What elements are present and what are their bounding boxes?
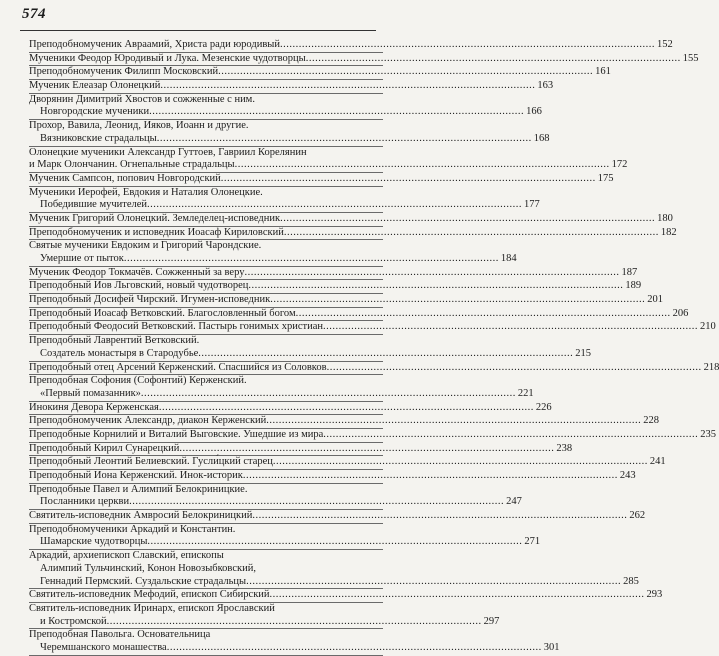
dot-leader: ........................................................................................................................ xyxy=(129,496,505,508)
toc-entry xyxy=(29,212,673,227)
table-of-contents xyxy=(29,39,719,656)
toc-entry xyxy=(29,39,673,53)
entry-title: Создатель монастыря в Стародубье xyxy=(40,347,199,359)
toc-entry xyxy=(29,52,699,67)
toc-entry xyxy=(29,93,542,120)
entry-title: Преподобный Лаврентий Ветковский. xyxy=(29,335,200,347)
toc-entry xyxy=(29,550,639,589)
entry-title: Преподобномученик Александр, диакон Керженский xyxy=(29,415,267,427)
entry-title: Преподобная Софония (Софонтий) Керженский. xyxy=(29,375,247,387)
entry-title: Преподобные Павел и Алимпий Белокриницкие. xyxy=(29,483,248,495)
dot-leader: ........................................................................................................................ xyxy=(280,212,656,224)
entry-title: Преподобный Кирил Сунарецкий xyxy=(29,442,180,454)
toc-line xyxy=(29,428,717,442)
dot-leader: ........................................................................................................................ xyxy=(270,294,646,306)
entry-page-number: 172 xyxy=(611,159,628,171)
toc-line xyxy=(29,321,716,334)
entry-page-number: 215 xyxy=(575,347,592,359)
entry-title: Аркадий, архиепископ Славский, епископы xyxy=(29,550,224,562)
toc-line xyxy=(29,172,614,186)
toc-entry xyxy=(29,146,628,173)
entry-title: Умершие от пыток xyxy=(40,253,124,264)
entry-page-number: 201 xyxy=(647,294,663,306)
dot-leader: ........................................................................................................................ xyxy=(147,199,523,211)
dot-leader: ........................................................................................................................ xyxy=(242,470,618,481)
toc-line xyxy=(29,401,552,415)
toc-line xyxy=(29,615,500,629)
dot-leader: ........................................................................................................................ xyxy=(244,266,620,278)
toc-line xyxy=(29,510,646,523)
entry-title: Преподобномученик Филипп Московский xyxy=(29,66,219,78)
entry-page-number: 177 xyxy=(524,199,540,211)
entry-page-number: 228 xyxy=(643,415,660,427)
toc-line xyxy=(29,361,719,375)
entry-title: Преподобный Иоасаф Ветковский. Благословленный богом xyxy=(29,307,296,319)
toc-line xyxy=(29,375,383,388)
entry-title: Шамарские чудотворцы xyxy=(40,536,148,548)
entry-title: Новгородские мученики xyxy=(40,106,150,118)
entry-title: Святитель-исповедник Мефодий, епископ Сибирский xyxy=(29,589,270,601)
toc-entry xyxy=(29,361,719,376)
toc-line xyxy=(29,52,699,66)
dot-leader: ........................................................................................................................ xyxy=(166,641,542,653)
dot-leader: ........................................................................................................................ xyxy=(266,415,642,427)
dot-leader: ........................................................................................................................ xyxy=(218,66,594,78)
dot-leader: ........................................................................................................................ xyxy=(106,615,482,627)
toc-line xyxy=(29,550,383,563)
dot-leader: ........................................................................................................................ xyxy=(198,347,574,359)
page-number: 574 xyxy=(22,6,46,22)
entry-title: Мученики Иерофей, Евдокия и Наталия Олонецкие. xyxy=(29,186,263,198)
toc-line xyxy=(29,456,666,469)
toc-entry xyxy=(29,442,573,457)
entry-page-number: 155 xyxy=(682,52,699,64)
entry-title: Олонецкие мученики Александр Гуттоев, Гавриил Корелянин xyxy=(29,146,307,158)
entry-page-number: 152 xyxy=(656,39,673,50)
entry-page-number: 221 xyxy=(517,387,534,399)
toc-line xyxy=(29,159,628,172)
toc-entry xyxy=(29,307,689,322)
toc-entry xyxy=(29,172,614,187)
entry-title: Преподобный Иов Льговский, новый чудотворец xyxy=(29,280,249,292)
entry-page-number: 163 xyxy=(537,80,554,92)
entry-page-number: 218 xyxy=(703,361,719,373)
toc-entry xyxy=(29,375,534,401)
toc-entry xyxy=(29,321,716,335)
toc-entry xyxy=(29,80,554,94)
toc-line xyxy=(29,132,550,146)
toc-line xyxy=(29,147,383,160)
entry-title: Преподобномученики Аркадий и Константин. xyxy=(29,523,236,535)
toc-entry xyxy=(29,401,552,416)
toc-line xyxy=(29,629,383,642)
toc-line xyxy=(29,347,592,361)
entry-title: Преподобная Павольга. Основательница xyxy=(29,629,211,641)
entry-page-number: 297 xyxy=(483,615,500,627)
dot-leader: ........................................................................................................................ xyxy=(220,172,596,184)
entry-title: Прохор, Вавила, Леонид, Ияков, Иоанн и другие. xyxy=(29,120,249,132)
entry-page-number: 285 xyxy=(623,575,639,587)
dot-leader: ........................................................................................................................ xyxy=(269,589,645,601)
toc-line xyxy=(29,266,638,280)
entry-title: Инокиня Девора Керженская xyxy=(29,401,159,413)
entry-page-number: 161 xyxy=(595,66,611,78)
entry-page-number: 168 xyxy=(533,132,550,144)
entry-page-number: 206 xyxy=(672,307,689,319)
toc-entry xyxy=(29,66,611,80)
header-rule xyxy=(20,30,376,31)
toc-line xyxy=(29,563,383,576)
entry-title: Святитель-исповедник Амвросий Белокриницкий xyxy=(29,510,253,522)
entry-page-number: 210 xyxy=(700,321,716,333)
toc-line xyxy=(29,120,383,133)
toc-entry xyxy=(29,226,677,241)
entry-title: Преподобный Досифей Чирский. Игумен-исповедник xyxy=(29,294,271,306)
toc-line xyxy=(29,280,642,293)
entry-page-number: 301 xyxy=(543,641,560,653)
entry-page-number: 182 xyxy=(660,226,677,238)
toc-entry xyxy=(29,280,642,294)
toc-line xyxy=(29,415,660,428)
entry-title: «Первый помазанник» xyxy=(40,387,141,399)
dot-leader: ........................................................................................................................ xyxy=(295,307,671,319)
dot-leader: ........................................................................................................................ xyxy=(252,510,628,522)
entry-page-number: 189 xyxy=(625,280,642,292)
toc-line xyxy=(29,470,636,483)
dot-leader: ........................................................................................................................ xyxy=(326,361,702,373)
toc-line xyxy=(29,80,554,93)
entry-page-number: 243 xyxy=(619,470,636,481)
toc-entry xyxy=(29,629,560,655)
toc-entry xyxy=(29,186,540,213)
entry-page-number: 247 xyxy=(506,496,522,508)
toc-line xyxy=(29,641,560,655)
toc-line xyxy=(29,240,383,253)
dot-leader: ........................................................................................................................ xyxy=(305,52,681,64)
dot-leader: ........................................................................................................................ xyxy=(156,132,532,144)
toc-line xyxy=(29,226,677,240)
dot-leader: ........................................................................................................................ xyxy=(234,159,610,171)
dot-leader: ........................................................................................................................ xyxy=(323,428,699,440)
toc-line xyxy=(29,294,663,307)
toc-line xyxy=(29,199,540,212)
toc-entry xyxy=(29,266,638,281)
dot-leader: ........................................................................................................................ xyxy=(323,321,698,333)
entry-title: Мученики Феодор Юродивый и Лука. Мезенские чудотворцы xyxy=(29,52,306,64)
entry-page-number: 187 xyxy=(621,266,638,278)
dot-leader: ........................................................................................................................ xyxy=(246,575,622,587)
entry-title: и Костромской xyxy=(40,615,107,627)
entry-page-number: 241 xyxy=(649,456,666,468)
toc-line xyxy=(29,484,383,497)
toc-entry xyxy=(29,335,592,361)
toc-entry xyxy=(29,470,636,484)
entry-title: Посланники церкви xyxy=(40,496,130,508)
dot-leader: ........................................................................................................................ xyxy=(160,80,536,92)
entry-title: Преподобный отец Арсений Керженский. Спасшийся из Соловков xyxy=(29,361,327,373)
entry-title: Мученик Григорий Олонецкий. Земледелец-исповедник xyxy=(29,212,281,224)
entry-title: Преподобный Леонтий Белиевский. Гусли́цкий старец xyxy=(29,456,273,468)
dot-leader: ........................................................................................................................ xyxy=(147,536,523,548)
toc-line xyxy=(29,106,542,119)
entry-title: Вязниковские страдальцы xyxy=(40,132,157,144)
entry-title: Мученик Сампсон, попович Новгородский xyxy=(29,172,221,184)
entry-title: и Марк Олончанин. Огнепальные страдальцы xyxy=(29,159,235,171)
entry-page-number: 166 xyxy=(526,106,542,118)
entry-page-number: 226 xyxy=(535,401,552,413)
toc-entry xyxy=(29,589,663,603)
toc-line xyxy=(29,307,689,321)
toc-line xyxy=(29,187,383,200)
toc-line xyxy=(29,387,534,401)
toc-entry xyxy=(29,415,660,429)
dot-leader: ........................................................................................................................ xyxy=(158,401,534,413)
dot-leader: ........................................................................................................................ xyxy=(179,442,555,454)
toc-line xyxy=(29,575,639,589)
entry-title: Мученик Феодор Токмачёв. Сожженный за веру xyxy=(29,266,245,278)
entry-page-number: 184 xyxy=(500,253,517,264)
toc-entry xyxy=(29,240,517,266)
entry-page-number: 271 xyxy=(524,536,541,548)
toc-line xyxy=(29,589,663,602)
dot-leader: ........................................................................................................................ xyxy=(140,387,516,399)
dot-leader: ........................................................................................................................ xyxy=(248,280,624,292)
toc-entry xyxy=(29,483,522,510)
toc-line xyxy=(29,212,673,226)
toc-line xyxy=(29,94,383,107)
toc-entry xyxy=(29,510,646,524)
dot-leader: ........................................................................................................................ xyxy=(283,226,659,238)
toc-line xyxy=(29,603,383,616)
toc-line xyxy=(29,442,573,456)
entry-title: Победившие мучителей xyxy=(40,199,148,211)
entry-title: Святитель-исповедник Иринарх, епископ Ярославский xyxy=(29,602,275,614)
entry-page-number: 235 xyxy=(700,428,717,440)
entry-title: Мученик Елеазар Олонецкий xyxy=(29,80,161,92)
toc-entry xyxy=(29,294,663,308)
toc-line xyxy=(29,496,522,509)
toc-line xyxy=(29,253,517,266)
entry-title: Преподобные Корнилий и Виталий Выговские. Ушедшие из мира xyxy=(29,428,324,440)
toc-line xyxy=(29,66,611,79)
entry-title: Дворянин Димитрий Хвостов и сожженные с ним. xyxy=(29,93,255,105)
entry-title: Святые мученики Евдоким и Григорий Чарондские. xyxy=(29,240,262,252)
entry-page-number: 180 xyxy=(657,212,673,224)
toc-line xyxy=(29,335,383,348)
entry-title: Алимпий Тульчинский, Конон Новозыбковский, xyxy=(40,562,256,574)
dot-leader: ........................................................................................................................ xyxy=(123,253,499,264)
toc-entry xyxy=(29,523,541,550)
dot-leader: ........................................................................................................................ xyxy=(272,456,648,468)
entry-title: Преподобный Иона Керженский. Инок-историк xyxy=(29,470,243,481)
toc-entry xyxy=(29,428,717,443)
dot-leader: ........................................................................................................................ xyxy=(149,106,525,118)
entry-page-number: 175 xyxy=(597,172,614,184)
dot-leader: ........................................................................................................................ xyxy=(279,39,655,50)
toc-entry xyxy=(29,602,500,629)
toc-line xyxy=(29,524,383,537)
toc-entry xyxy=(29,456,666,470)
entry-page-number: 238 xyxy=(556,442,573,454)
entry-title: Преподобномученик и исповедник Иоасаф Кириловский xyxy=(29,226,284,238)
toc-line xyxy=(29,536,541,549)
toc-line xyxy=(29,39,673,52)
toc-entry xyxy=(29,120,550,146)
entry-page-number: 293 xyxy=(646,589,663,601)
entry-title: Преподобный Феодосий Ветковский. Пастырь гонимых христиан xyxy=(29,321,323,333)
entry-page-number: 262 xyxy=(629,510,646,522)
entry-title: Геннадий Пермский. Суздальские страдальцы xyxy=(40,575,247,587)
entry-title: Черемшанского монашества xyxy=(40,641,167,653)
entry-title: Преподобномученик Авраамий, Христа ради юродивый xyxy=(29,39,280,50)
